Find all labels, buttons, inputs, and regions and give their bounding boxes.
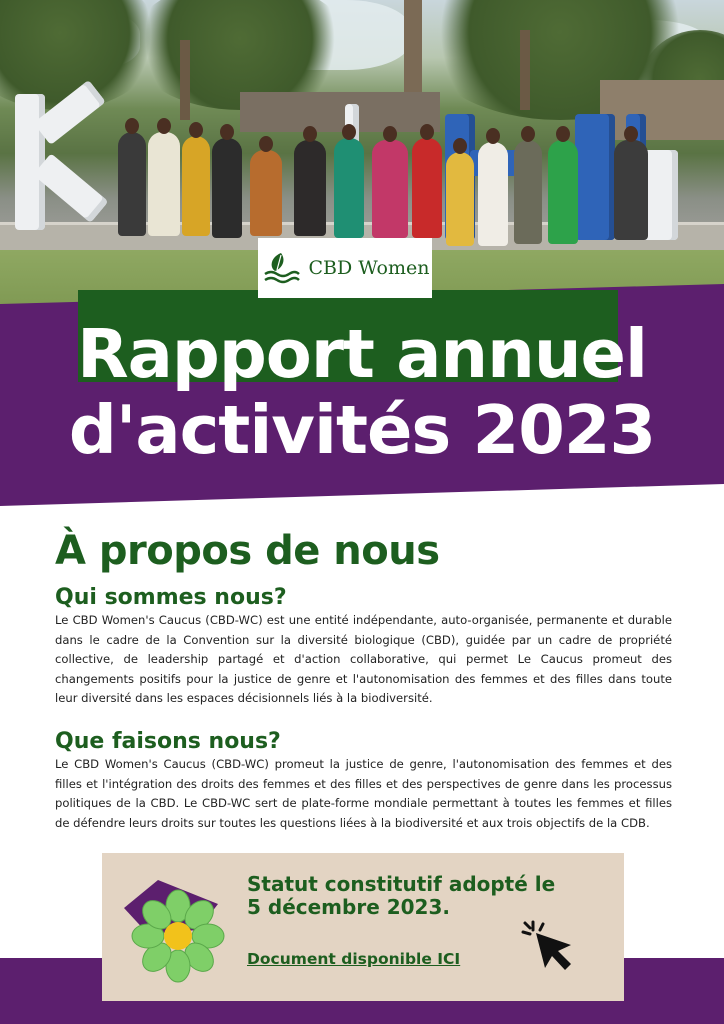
what-paragraph: Le CBD Women's Caucus (CBD-WC) promeut la justice de genre, l'autonomisation des femmes et des filles et l'intégration des droits des femmes et des filles et des perspectives de genre dans les processus politiques de la CBD. Le CBD-WC sert de plate-forme mondiale permettant à toutes les femmes et filles de défendre leurs droits sur toutes les questions liées à la biodiversité et aux trois objectifs de la CDB. [55, 757, 672, 830]
flower-icon [118, 874, 230, 990]
logo-text: CBD Women [308, 257, 430, 279]
who-paragraph: Le CBD Women's Caucus (CBD-WC) est une entité indépendante, auto-organisée, permanente et durable dans le cadre de la Convention sur la diversité biologique (CBD), guidée par un cadre de propriété collective, de leadership partagé et d'action collaborative, qui permet Le Caucus promeut des changements positifs pour la justice de genre et l'autonomisation des femmes et des filles dans toute leur diversité dans les espaces décisionnels liés à la biodiversité. [55, 613, 672, 705]
what-heading: Que faisons nous? [55, 729, 281, 754]
statut-text [247, 873, 607, 919]
report-title [0, 316, 724, 468]
click-cursor-icon[interactable] [519, 918, 579, 978]
leaf-water-icon [261, 251, 301, 285]
cbd-women-logo [258, 238, 432, 298]
statut-line1: Statut constitutif adopté le [247, 872, 556, 896]
report-title-line1: Rapport annuel [77, 315, 647, 393]
who-heading: Qui sommes nous? [55, 585, 287, 610]
statut-line2: 5 décembre 2023. [247, 895, 450, 919]
document-link[interactable]: Document disponible ICI [247, 950, 461, 968]
report-title-line2: d'activités 2023 [68, 391, 656, 469]
about-heading: À propos de nous [55, 528, 440, 574]
